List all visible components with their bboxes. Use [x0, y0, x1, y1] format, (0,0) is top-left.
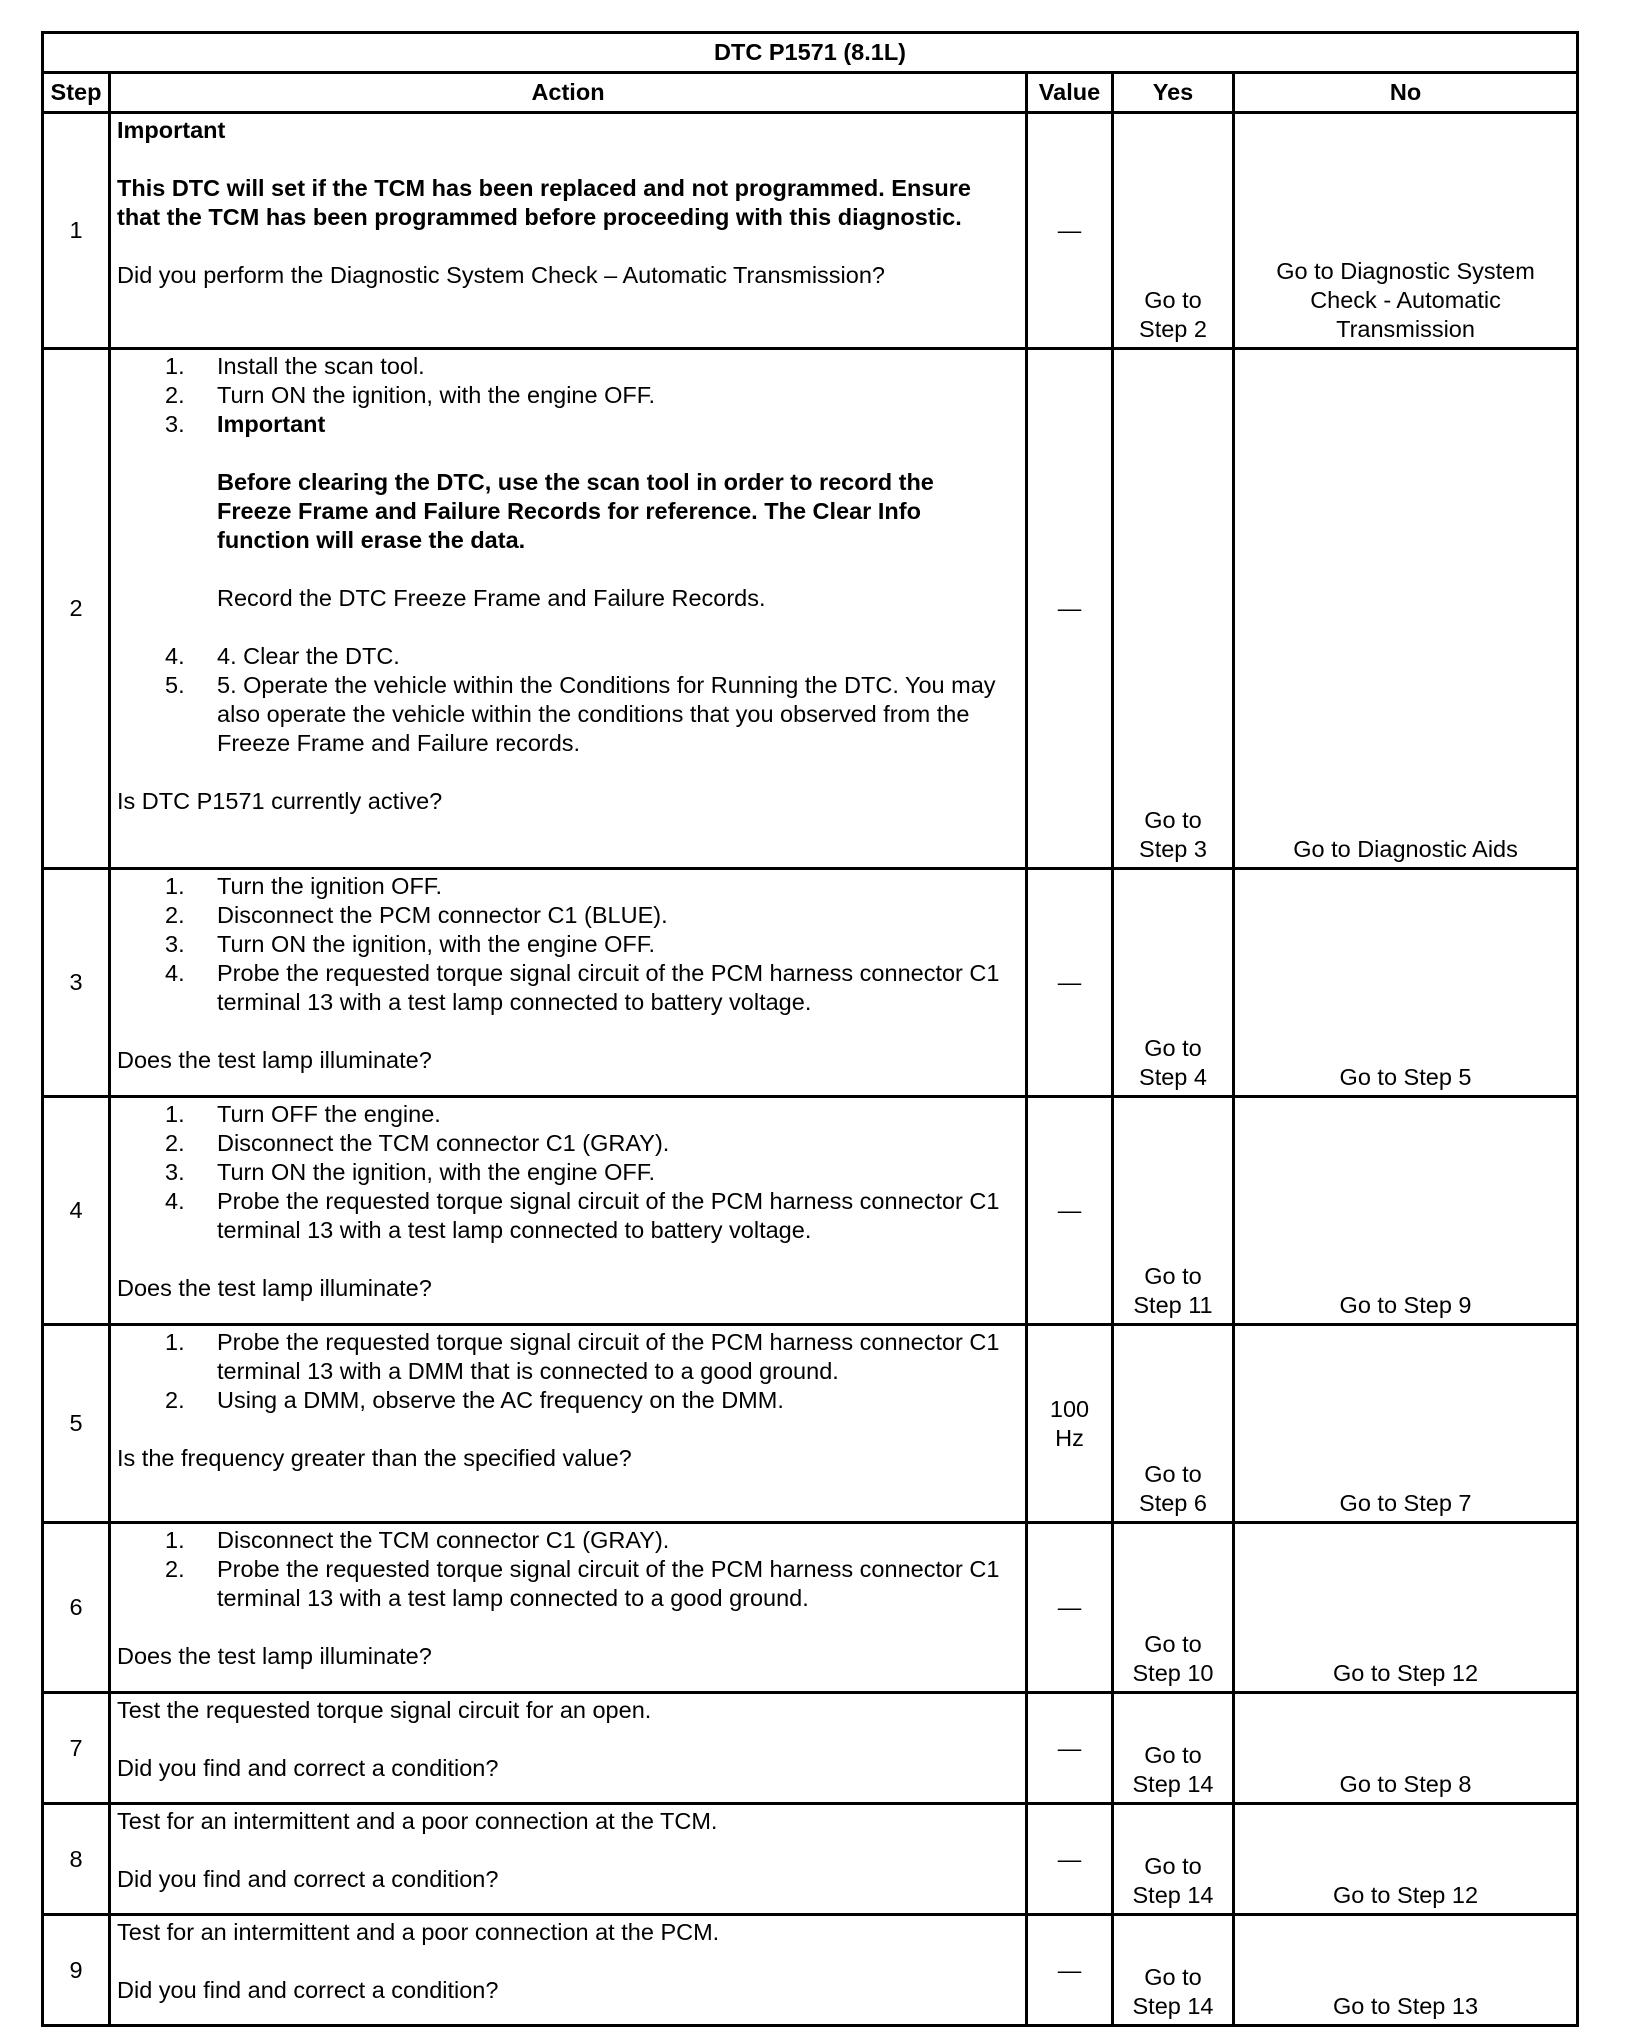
- list-item: 1. Turn OFF the engine.: [165, 1101, 441, 1127]
- value-cell: —: [1027, 113, 1113, 349]
- step-number: 9: [43, 1915, 110, 2026]
- table-row: [43, 349, 1578, 869]
- list-item: 3. Important: [165, 411, 326, 437]
- value-cell: —: [1027, 1523, 1113, 1693]
- step-number: 3: [43, 869, 110, 1097]
- important-text: Before clearing the DTC, use the scan tool in order to record the Freeze Frame and Failure Records for reference. The Clear Info function will erase the data.: [217, 469, 934, 553]
- table-row: [43, 1523, 1578, 1693]
- value-cell: —: [1027, 1693, 1113, 1804]
- yes-cell: Go to Step 14: [1113, 1693, 1234, 1804]
- yes-cell: Go to Step 3: [1113, 349, 1234, 869]
- header-value: Value: [1027, 73, 1113, 113]
- list-item: 3. Turn ON the ignition, with the engine OFF.: [165, 931, 656, 957]
- step-question: Does the test lamp illuminate?: [117, 1275, 432, 1301]
- step-number: 7: [43, 1693, 110, 1804]
- table-row: [43, 1325, 1578, 1523]
- list-item: 1. Install the scan tool.: [165, 353, 425, 379]
- step-question: Did you find and correct a condition?: [117, 1866, 499, 1892]
- table-row: [43, 1804, 1578, 1915]
- table-row: [43, 113, 1578, 349]
- value-cell: —: [1027, 1804, 1113, 1915]
- step-question: Is DTC P1571 currently active?: [117, 788, 443, 814]
- step-number: 6: [43, 1523, 110, 1693]
- step-question: Is the frequency greater than the specified value?: [117, 1445, 632, 1471]
- list-item: 2. Disconnect the PCM connector C1 (BLUE).: [165, 902, 668, 928]
- no-cell: Go to Step 12: [1234, 1523, 1578, 1693]
- step-number: 2: [43, 349, 110, 869]
- action-cell: [110, 1915, 1027, 2026]
- header-no: No: [1234, 73, 1578, 113]
- list-item: 2. Probe the requested torque signal circuit of the PCM harness connector C1 terminal 13 with a test lamp connected to a good ground.: [165, 1556, 1000, 1611]
- header-yes: Yes: [1113, 73, 1234, 113]
- no-cell: Go to Diagnostic Aids: [1234, 349, 1578, 869]
- list-item: 3. Turn ON the ignition, with the engine OFF.: [165, 1159, 656, 1185]
- step-question: Did you find and correct a condition?: [117, 1755, 499, 1781]
- step-number: 5: [43, 1325, 110, 1523]
- action-cell: [110, 1523, 1027, 1693]
- value-cell: —: [1027, 349, 1113, 869]
- step-text: Test for an intermittent and a poor connection at the TCM.: [117, 1808, 718, 1834]
- step-question: Did you find and correct a condition?: [117, 1977, 499, 2003]
- dtc-table: [41, 31, 1579, 2027]
- header-action: Action: [110, 73, 1027, 113]
- list-item: 5. 5. Operate the vehicle within the Conditions for Running the DTC. You may also operate the vehicle within the conditions that you observed from the Freeze Frame and Failure records.: [165, 672, 996, 756]
- table-row: [43, 1097, 1578, 1325]
- step-number: 4: [43, 1097, 110, 1325]
- record-text: Record the DTC Freeze Frame and Failure Records.: [217, 585, 766, 611]
- list-item: 2. Using a DMM, observe the AC frequency on the DMM.: [165, 1387, 784, 1413]
- step-question: Does the test lamp illuminate?: [117, 1047, 432, 1073]
- list-item: 2. Disconnect the TCM connector C1 (GRAY).: [165, 1130, 670, 1156]
- no-cell: Go to Step 5: [1234, 869, 1578, 1097]
- value-cell: —: [1027, 1097, 1113, 1325]
- table-row: [43, 1693, 1578, 1804]
- list-item: 1. Probe the requested torque signal circuit of the PCM harness connector C1 terminal 13 with a DMM that is connected to a good ground.: [165, 1329, 1000, 1384]
- no-cell: Go to Step 9: [1234, 1097, 1578, 1325]
- table-row: [43, 1915, 1578, 2026]
- value-cell: —: [1027, 1915, 1113, 2026]
- yes-cell: Go to Step 14: [1113, 1915, 1234, 2026]
- important-heading: Important: [117, 117, 226, 143]
- list-item: 1. Disconnect the TCM connector C1 (GRAY).: [165, 1527, 670, 1553]
- step-number: 8: [43, 1804, 110, 1915]
- list-item: 2. Turn ON the ignition, with the engine OFF.: [165, 382, 656, 408]
- list-item: 4. 4. Clear the DTC.: [165, 643, 400, 669]
- table-row: [43, 869, 1578, 1097]
- step-question: Did you perform the Diagnostic System Check – Automatic Transmission?: [117, 262, 885, 288]
- no-cell: Go to Step 8: [1234, 1693, 1578, 1804]
- action-cell: [110, 349, 1027, 869]
- list-item: 4. Probe the requested torque signal circuit of the PCM harness connector C1 terminal 13 with a test lamp connected to battery voltage.: [165, 960, 1000, 1015]
- yes-cell: Go to Step 11: [1113, 1097, 1234, 1325]
- value-cell: —: [1027, 869, 1113, 1097]
- step-question: Does the test lamp illuminate?: [117, 1643, 432, 1669]
- step-text: Test the requested torque signal circuit for an open.: [117, 1697, 652, 1723]
- action-cell: [110, 1804, 1027, 1915]
- no-cell: Go to Diagnostic System Check - Automatic Transmission: [1234, 113, 1578, 349]
- action-cell: [110, 1325, 1027, 1523]
- no-cell: Go to Step 7: [1234, 1325, 1578, 1523]
- yes-cell: Go to Step 10: [1113, 1523, 1234, 1693]
- step-number: 1: [43, 113, 110, 349]
- yes-cell: Go to Step 4: [1113, 869, 1234, 1097]
- action-cell: [110, 869, 1027, 1097]
- action-cell: [110, 1097, 1027, 1325]
- important-text: This DTC will set if the TCM has been replaced and not programmed. Ensure that the TCM has been programmed before proceeding with this diagnostic.: [117, 175, 971, 230]
- step-text: Test for an intermittent and a poor connection at the PCM.: [117, 1919, 720, 1945]
- value-cell: 100 Hz: [1027, 1325, 1113, 1523]
- no-cell: Go to Step 12: [1234, 1804, 1578, 1915]
- yes-cell: Go to Step 6: [1113, 1325, 1234, 1523]
- action-cell: [110, 113, 1027, 349]
- yes-cell: Go to Step 14: [1113, 1804, 1234, 1915]
- no-cell: Go to Step 13: [1234, 1915, 1578, 2026]
- action-cell: [110, 1693, 1027, 1804]
- header-step: Step: [43, 73, 110, 113]
- yes-cell: Go to Step 2: [1113, 113, 1234, 349]
- list-item: 4. Probe the requested torque signal circuit of the PCM harness connector C1 terminal 13 with a test lamp connected to battery voltage.: [165, 1188, 1000, 1243]
- table-title: DTC P1571 (8.1L): [43, 33, 1578, 73]
- list-item: 1. Turn the ignition OFF.: [165, 873, 443, 899]
